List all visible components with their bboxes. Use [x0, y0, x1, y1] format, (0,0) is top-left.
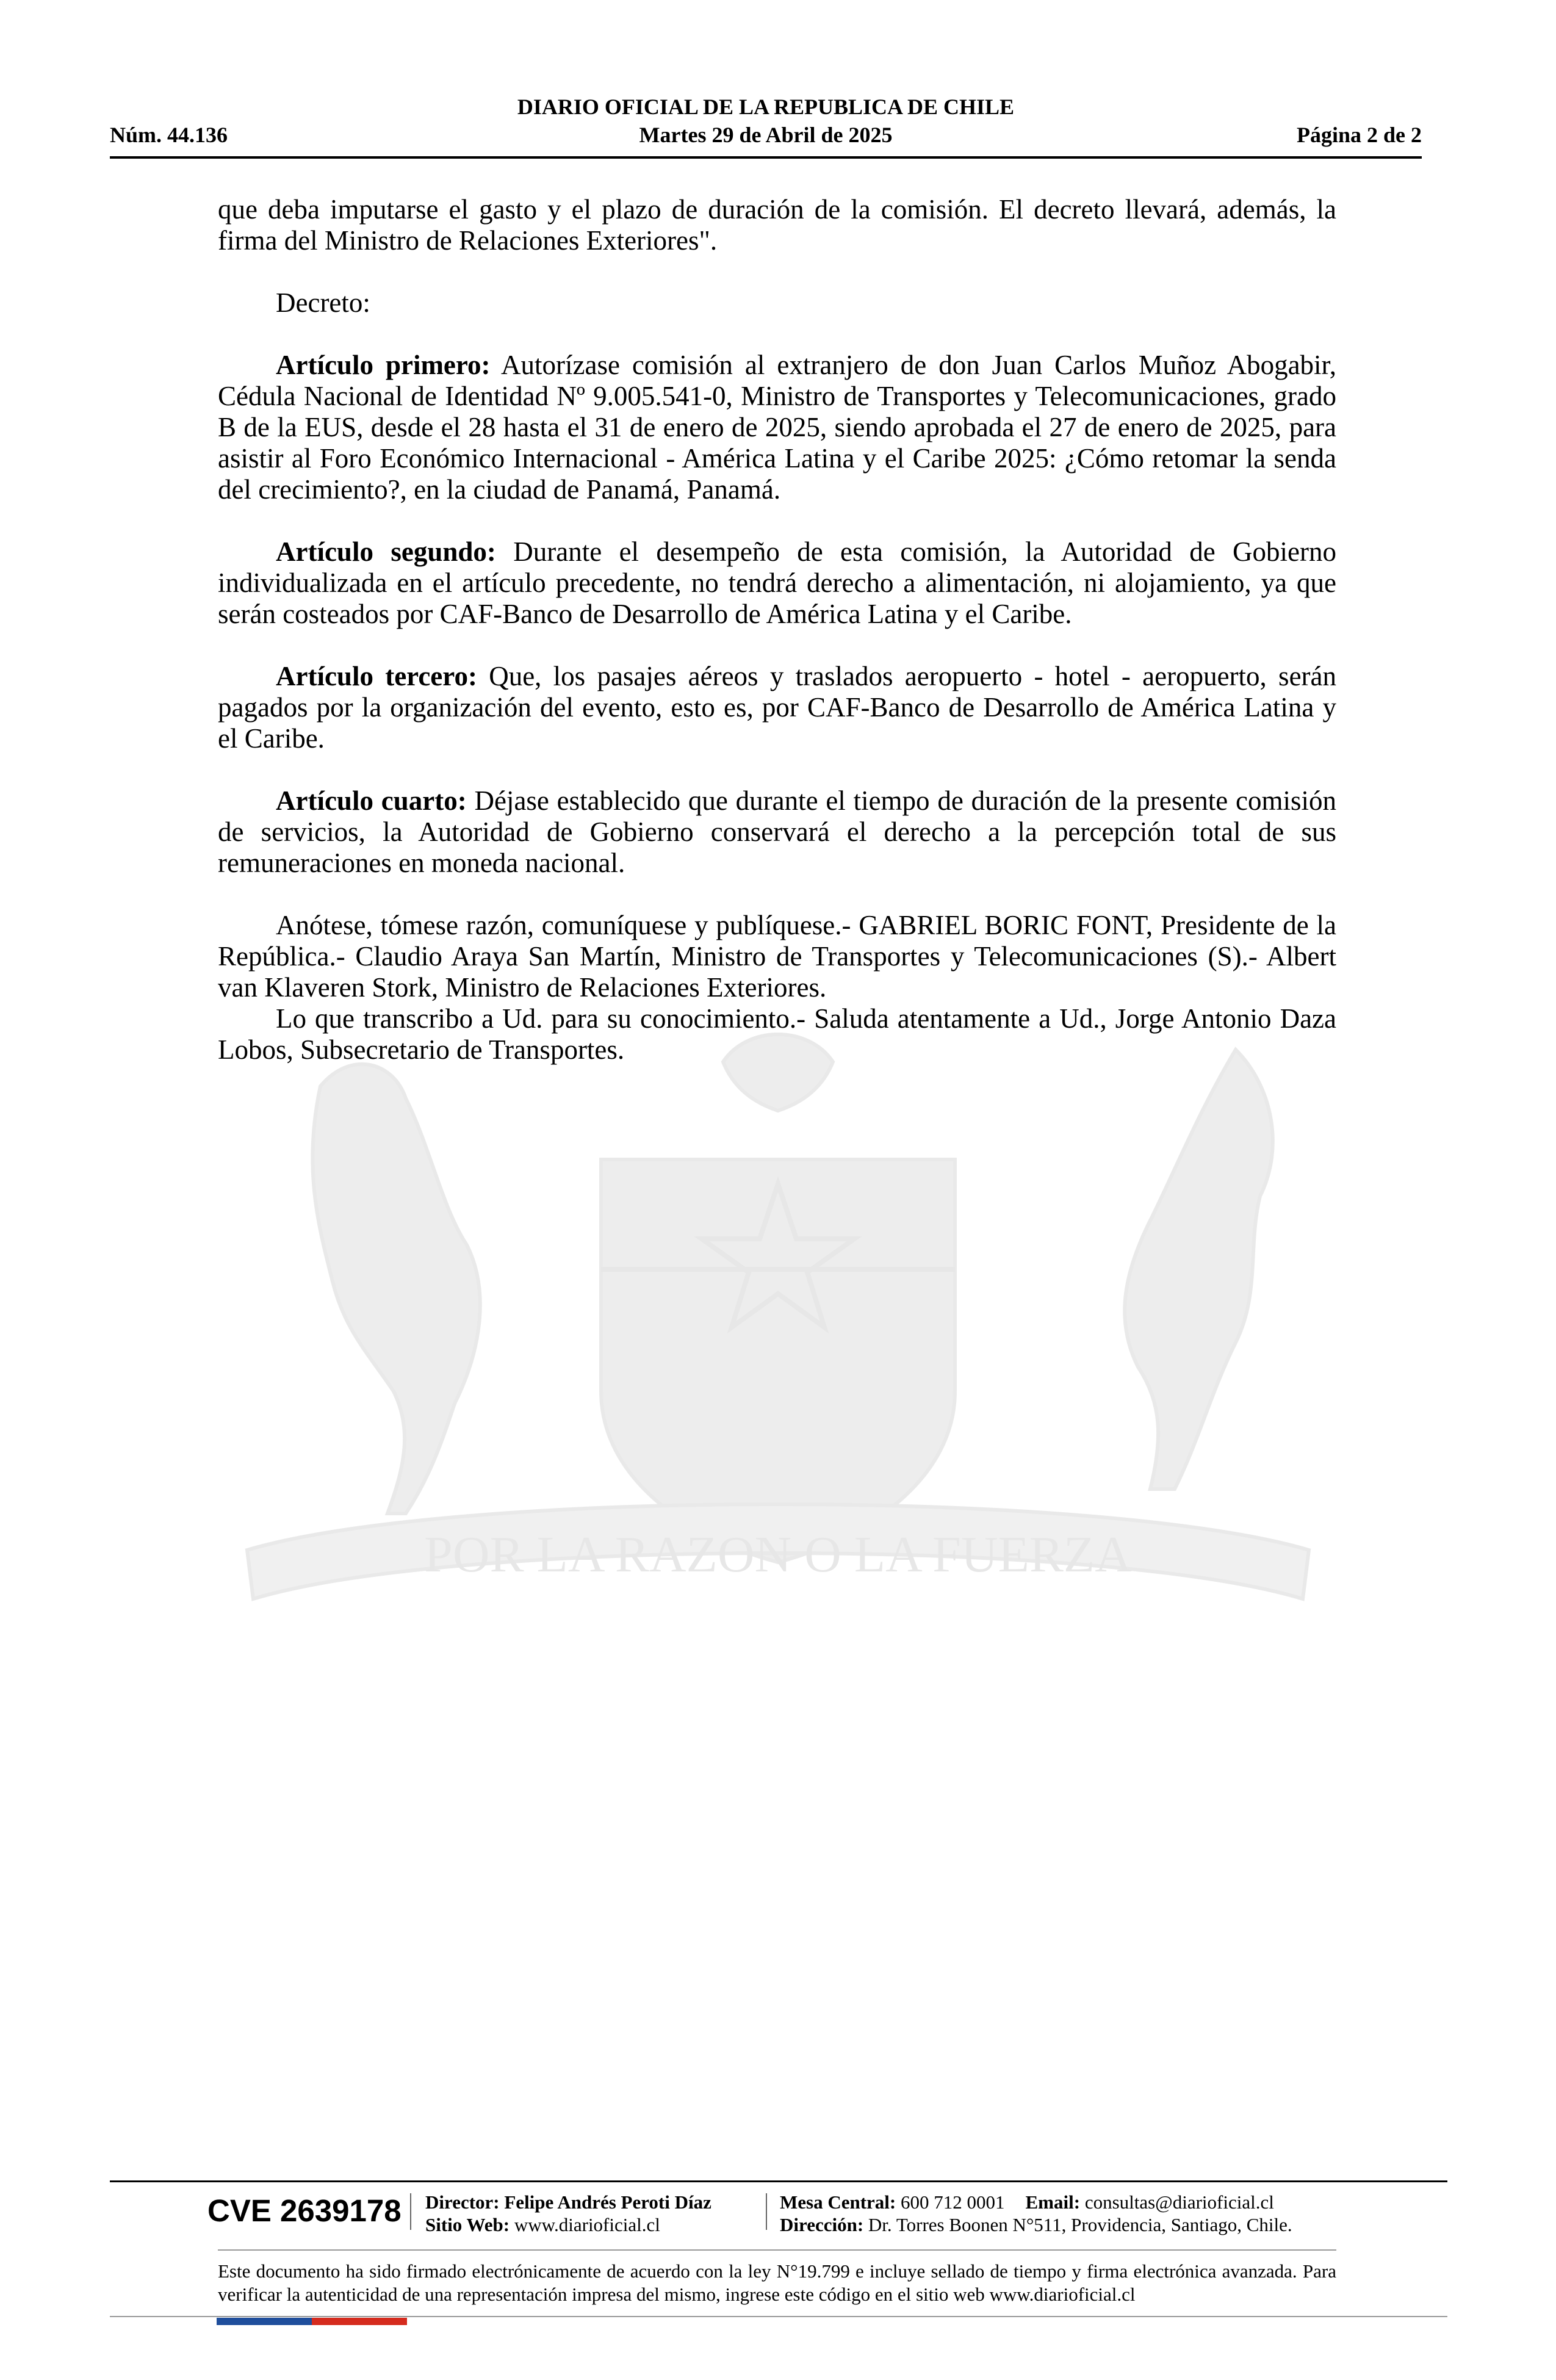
newspaper-title: DIARIO OFICIAL DE LA REPUBLICA DE CHILE — [517, 95, 1015, 119]
article-3-text: Que, los pasajes aéreos y traslados aeropuerto - hotel - aeropuerto, serán pagados por la organización del evento, esto es, por CAF-Banco de Desarrollo de América Latina y el Caribe. — [218, 661, 1336, 754]
page-header — [110, 93, 1422, 154]
article-4-text: Déjase establecido que durante el tiempo de duración de la presente comisión de servicios, la Autoridad de Gobierno conservará el derecho a la percepción total de sus remuneraciones en moneda nacional. — [218, 785, 1336, 878]
address-line — [780, 2213, 1292, 2236]
closing-paragraph: Anótese, tómese razón, comuníquese y publíquese.- GABRIEL BORIC FONT, Presidente de la República.- Claudio Araya San Martín, Ministro de Transportes y Telecomunicaciones (S).- Albert van Klaveren Stork, Ministro de Relaciones Exteriores. — [218, 910, 1336, 1003]
issue-number: Núm. 44.136 — [110, 123, 228, 147]
mesa-label: Mesa Central: — [780, 2191, 896, 2213]
header-divider — [110, 156, 1422, 159]
flag-stripe — [217, 2318, 407, 2325]
address-label: Dirección: — [780, 2214, 864, 2235]
transcription-paragraph: Lo que transcribo a Ud. para su conocimiento.- Saluda atentamente a Ud., Jorge Antonio Daza Lobos, Subsecretario de Transportes. — [218, 1003, 1336, 1065]
article-3 — [218, 661, 1336, 754]
article-3-label: Artículo tercero: — [276, 661, 477, 691]
cve-code: CVE 2639178 — [207, 2193, 402, 2228]
document-body — [218, 194, 1336, 1066]
director-name: Felipe Andrés Peroti Díaz — [499, 2191, 711, 2213]
page-number: Página 2 de 2 — [1296, 123, 1422, 147]
paragraph-intro: que deba imputarse el gasto y el plazo de duración de la comisión. El decreto llevará, además, la firma del Ministro de Relaciones Exteriores". — [218, 194, 1336, 256]
footer-separator — [410, 2193, 411, 2230]
issue-date: Martes 29 de Abril de 2025 — [639, 123, 893, 147]
website-line — [425, 2213, 711, 2236]
article-2-text: Durante el desempeño de esta comisión, la Autoridad de Gobierno individualizada en el artículo precedente, no tendrá derecho a alimentación, ni alojamiento, ya que serán costeados por CAF-Banco de Desarrollo de América Latina y el Caribe. — [218, 536, 1337, 629]
coat-of-arms-watermark — [211, 1013, 1345, 1684]
footer-divider — [110, 2180, 1447, 2182]
director-label: Director: — [425, 2191, 500, 2213]
director-line — [425, 2191, 711, 2213]
footer-thin-divider — [218, 2249, 1336, 2251]
email-label: Email: — [1025, 2191, 1081, 2213]
website-label: Sitio Web: — [425, 2214, 510, 2235]
article-1 — [218, 350, 1336, 505]
article-1-label: Artículo primero: — [276, 350, 491, 380]
contact-line — [780, 2191, 1292, 2213]
mesa-number: 600 712 0001 — [896, 2191, 1005, 2213]
address-text: Dr. Torres Boonen N°511, Providencia, Santiago, Chile. — [863, 2214, 1292, 2235]
flag-blue-segment — [217, 2318, 312, 2325]
decreto-heading: Decreto: — [276, 287, 370, 318]
article-2-label: Artículo segundo: — [276, 536, 496, 567]
flag-red-segment — [312, 2318, 407, 2325]
footer-bottom-divider — [110, 2316, 1447, 2317]
article-1-text: Autorízase comisión al extranjero de don Juan Carlos Muñoz Abogabir, Cédula Nacional de Identidad Nº 9.005.541-0, Ministro de Transportes y Telecomunicaciones, grado B de la EUS, desde el 28 hasta el 31 de enero de 2025, siendo aprobada el 27 de enero de 2025, para asistir al Foro Económico Internacional - América Latina y el Caribe 2025: ¿Cómo retomar la senda del crecimiento?, en la ciudad de Panamá, Panamá. — [218, 350, 1336, 505]
article-4-label: Artículo cuarto: — [276, 785, 467, 816]
email-link[interactable]: consultas@diarioficial.cl — [1080, 2191, 1274, 2213]
legal-notice: Este documento ha sido firmado electrónicamente de acuerdo con la ley N°19.799 e incluye sellado de tiempo y firma electrónica avanzada. Para verificar la autenticidad de una representación impresa del mismo, ingrese este código en el sitio web www.diarioficial.cl — [218, 2260, 1336, 2305]
website-link[interactable]: www.diarioficial.cl — [510, 2214, 660, 2235]
article-4 — [218, 785, 1336, 879]
footer-contact-block — [780, 2191, 1292, 2236]
footer-director-block — [425, 2191, 711, 2236]
article-2 — [218, 536, 1336, 630]
footer-separator — [766, 2193, 767, 2230]
seal-motto: POR LA RAZON O LA FUERZA — [424, 1526, 1132, 1583]
